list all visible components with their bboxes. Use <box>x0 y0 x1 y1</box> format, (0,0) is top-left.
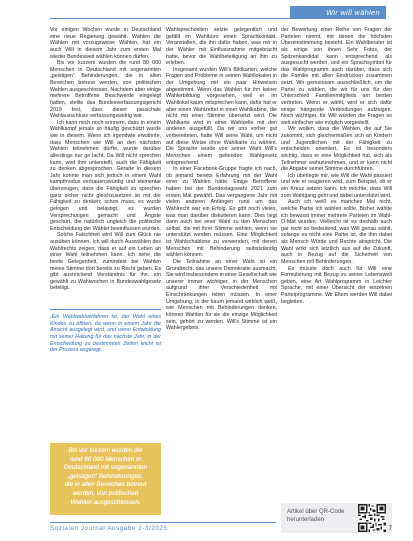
footer-publication: Sozialen Journal Ausgabe 2-3/2025 <box>50 525 168 532</box>
qr-label: Artikel über QR-Code herunterladen <box>287 509 345 523</box>
highlight-callout <box>50 443 161 515</box>
highlight-line: „geistigen“ Behinderungen, <box>67 472 144 480</box>
qr-code-icon[interactable] <box>358 504 386 532</box>
paragraph: Ich kann mich noch erinnern, dass in einem Wahlkampf jemals so häufig geschützt wurde wie in diesem. Wenn ich irgendwie erwähnte, dass Menschen wie Will an den nächsten Wahlen teilnehmen dürfte, wurde darüber allerdings nur ge lacht. Da Will nicht sprechen kann, wird ihm unterstellt, auch die Fähigkeit zu denken abgesprochen. Gerade in diesem Jahr konnte man sich jedoch in einem Wahl kampfmodus vertrauenswürdig und elementar überzeugen, dass die Fähigkeit zu sprechen ganz sicher nicht gleichzusetzen ist mit der Fähigkeit zu denken; schon muss, es wurde gelogen und belästigt, es wurden Versprechungen gemacht und Ängste geschürt, die natürlich ungleich die politische Entscheidung der Wähler beeinflussen wurden. <box>50 119 162 232</box>
paragraph: Vor einigen Wochen wurde in Deutschland eine neue Regierung gewählt. Wählen die Wählen mit vorzugsweise Wählen, hat ein auch Will in diesem Jahr zum ersten Mal wieder Bundesweit wählen können dürfen. <box>50 27 161 60</box>
paragraph: Solche Falschheit wird Will zum Glück nie ausüben können. Ich will durch Auswählen des Wahlrechts zeigen, dass er auf ein Leben an einer Wahl teilnehmen kann. Ich sehe die beste Gelegenheit, zumindest bei Wahlen meine Stimme dort bereits zu Recht geben. Es gibt ausreichend Verständnis für ihn, ein gewählt zu Wahlwochen in Bundeswahlgesetz beteiligt. <box>50 232 161 292</box>
paragraph: In einer Facebook-Gruppe fragte ich nach, ob jemand bereits Erfahrung mit der Wahl einer zu Wahlen hätte. Einige Betroffene haben bei der Bundestagswahl 2021 zum ersten Mal gewählt. Das vergangene Jahr mit vielen anderen Anfängen rund um das Wahlrecht war ein Erfolg. Es gibt noch vieles, was man darüber diskutieren kann. Dies liegt dann auch bei einer Wahl zu den Menschen selbst, die mit ihrer Stimme wählen, wenn sie unterstützt werden müssen. Eine Möglichkeit ist Wahlschablone zu verwenden, mit denen Menschen mit Behinderung selbstständig wählen können. <box>166 166 277 259</box>
paragraph: Die Teilnahme an einer Wahl ist ein Grundrecht, das unsere Demokratie ausmacht. Sie wird insbesondere in einer Gesellschaft wie unserer immer wichtiger, in der Menschen aufgrund ihrer Verschiedenheit mit Einschränkungen leben müssen. In einer Umgebung, in der kaum jemand wirklich weiß, wie Menschen mit Behinderungen denken, können Wahlen für sie die einzige Möglichkeit sein, gehört zu werden. Will's Stimme ist ein Wahlergebnis. <box>166 258 277 332</box>
highlight-line: Wahlen ausgeschlossen. <box>70 498 141 506</box>
paragraph: Bis vor kurzem wurden die rund 80 000 Menschen in Deutschland mit sogenannten „geistigen“ Behinderungen, die in allen Bereichen betreut werden, von politischen Wahlen ausgeschlossen. Nachdem aber einige mehrere Betroffene Beschwerde eingelegt hatten, stellte das Bundesverfassungsgericht 2019 fest, dass dieser pauschale Wahlausschluss verfassungswidrig war. <box>50 60 161 120</box>
paragraph: Wahlsprechzeiten setzte gelegentlich und gefällt im Wahlbüro einen Sprachkontakt. Veranstalten, die ihn dafür haben, was mir in der Wähler mit Einflussnahme mitgebracht hatte, bevor die Wahlbeteiligung an ihm zu erleben. <box>166 27 277 67</box>
article-column-2 <box>166 27 277 332</box>
article-column-1 <box>50 27 161 292</box>
pull-quote: „Ein Wahlwahlverfahren ist, der Wahl eines Kindes zu öffnen, da wenn in einem Jahr die Ansicht ausgelegt wird, und wenn Entwicklung mit seiner Haltung für das nächste Jahr, in der Entscheidung zu bestimmten Zeiten leicht ist der Prozess angeregt. <box>50 309 161 354</box>
highlight-line: werden, von politischen <box>72 489 139 497</box>
paragraph: Insgesamt wurden Will's Bildkarten, welche Fragen und Probleme in seinen Wahllokalen in der Umgebung mit ein paar Hinweisen abgestimmt. Wenn das Wahlen für ihn keiner Wählerbildung vorgesehen, weil er im Wahllokal kaum mitsprechen kann, dafür hat er aber einen Wahlzettel in einer Wahlkabine, die nicht mit einer Stimme übersetzt wird. Die Wahlkarte wird in einer Wahlzelle mit den anderen ausgefüllt. Da wir uns vorher gut vorbereiteten, hatte Will seine Wahl, um nicht auf diese Weise ohne Wahlkarte zu wählen. Die Sprache wurde von seiner Wahl Will's Menschen einem geltenden Wahlgesetz entsprechend. <box>166 66 277 166</box>
highlight-line: Bis vor kurzem wurden die <box>68 447 143 454</box>
qr-download-box[interactable] <box>281 503 392 533</box>
paragraph: Auch ich weiß es manches Mal nicht, welche Partei ich wählen sollte. Bisher wählte ich bewusst immer mehrere Parteien im Wahl-O-Mat wurden. Vielleicht ist es deshalb auch gar nicht so bedeutend, was Will genau wählt, solange es nicht eine Partei ist, die ihm dabei als Mensch Würde und Rechte abspricht. Die Wahl wirkt sich letztlich aus auf die Zukunft, auch in Bezug auf die Sicherheit von Menschen mit Behinderungen. <box>281 199 392 265</box>
paragraph: der Bewertung einer Reihe von Fragen der Parteien nimmt, mit denen die höchsten Übereinstimmung besteht. Ein Wahlberater ist als einige von ihnen Sehr Fotos, der Spitzenkandidat kann entsprechend als ausgesucht werden, und ein Sprachsymbol für das Wahlprogramm auch darüber, dass sich die Familie mit allen Eindrücken zusammen setzt. Wir gemeinsam ausschließlich, um die Partei zu wählen, die wir für uns für den Unterschied Familienmitglieds am besten vertreten. Wenn er wählt, wird er sich dafür einige hängende Verbindungen aufzeigen. Noch wichtiger, für Will würden die Fragen so weit einfacher wie möglich vorgestellt. <box>281 27 392 126</box>
paragraph: Ich überlegte mir, wie Will die Wahl passiert und wie er reagieren wird, zum Beispiel, ob er ein Kreuz setzen kann. Ich möchte, dass Will zum Wahlgang geht und dabei unterstützt wird. <box>281 172 392 199</box>
header-rule <box>50 18 386 19</box>
page-number: 7 <box>388 525 392 532</box>
highlight-line: Deutschland mit sogenannten <box>63 464 148 472</box>
paragraph: Es müsste doch auch für Will eine Formulierung mit Bezug zu seiner Lebenswelt geben, eine Art Wahlprogramm in Leichter Sprache, mit einer Übersicht der einzelnen Parteiprogramme. Wir Eltern werden Will dabei begleiten. <box>281 265 392 305</box>
highlight-line: rund 80 000 Menschen in <box>69 455 142 463</box>
highlight-line: die in allen Bereichen betreut <box>64 481 147 489</box>
article-column-3 <box>281 27 392 305</box>
footer-rule <box>50 522 276 523</box>
section-header: Wir will wählen <box>290 6 386 19</box>
paragraph: Wir wollen, dass die Wahlen, die auf Sie zukommt, sich gleichermaßen sich an Kindern und Jugendlichen mit der Fähigkeit zu entscheiden orientiert. Es ist besonders wichtig, dass er eine Möglichkeit hat, sich als Teilnehmer wahrzunehmen, und er kann nicht die Abgabe seiner Stimme durchführen. <box>281 126 392 173</box>
